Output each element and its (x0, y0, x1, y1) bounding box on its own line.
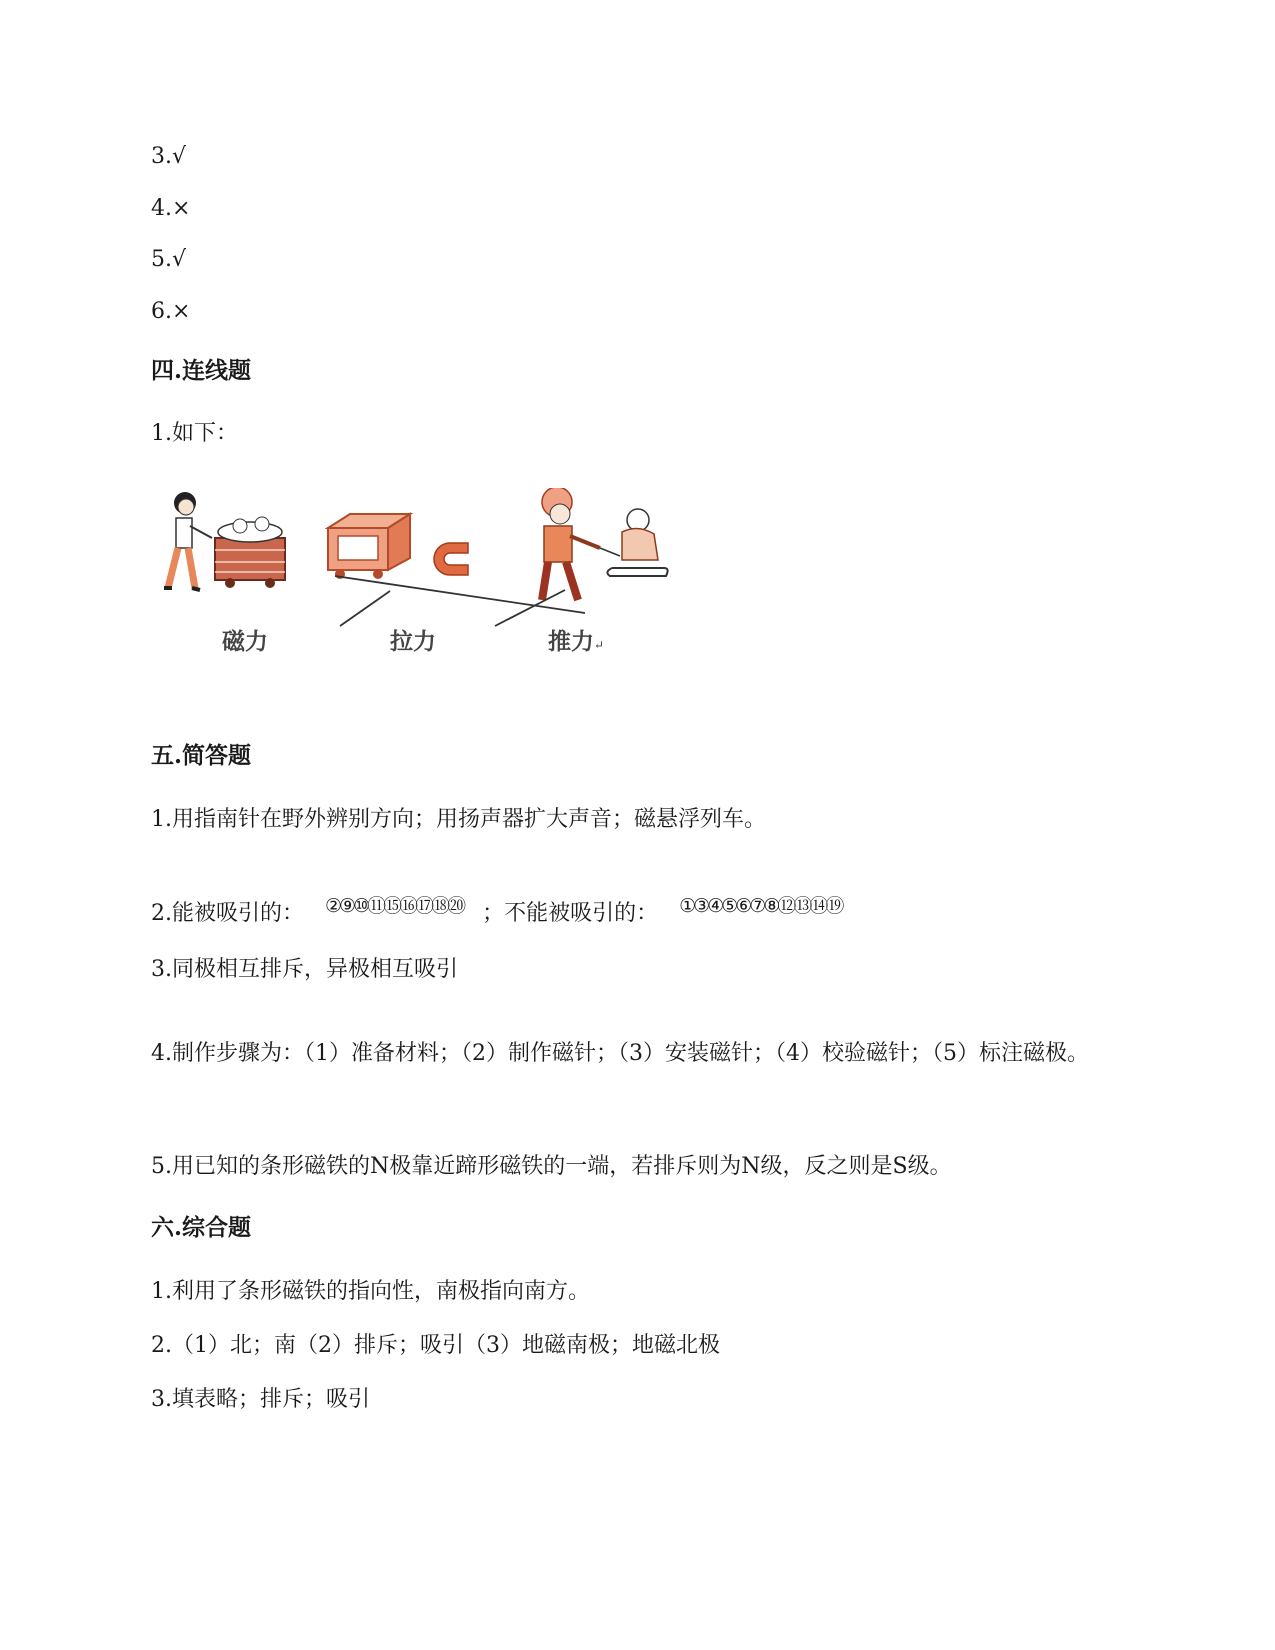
answer-5: 5.√ (151, 247, 187, 272)
section-5-q5: 5.用已知的条形磁铁的N极靠近蹄形磁铁的一端，若排斥则为N级，反之则是S级。 (151, 1154, 952, 1179)
section-6-heading: 六.综合题 (151, 1214, 252, 1241)
section-4-heading: 四.连线题 (151, 357, 252, 384)
section-5-q4: 4.制作步骤为：（1）准备材料；（2）制作磁针；（3）安装磁针；（4）校验磁针；（5）标注磁极。 (151, 1041, 1089, 1066)
section-5-q1: 1.用指南针在野外辨别方向；用扬声器扩大声音；磁悬浮列车。 (151, 807, 766, 832)
boy-pushing-cart-icon (164, 492, 285, 590)
child-pulling-sled-icon (542, 488, 668, 600)
answer-3: 3.√ (151, 144, 187, 169)
section-4-q1: 1.如下： (151, 421, 238, 446)
label-pushing-force: 推力 (548, 628, 594, 655)
q2-not-attract-list: ①③④⑤⑥⑦⑧⑫⑬⑭⑲ (679, 895, 842, 917)
q2-mid: ；不能被吸引的： (482, 901, 659, 926)
section-5-q2 (151, 895, 842, 928)
q2-attract-list: ②⑨⑩⑪⑮⑯⑰⑱⑳ (325, 895, 464, 917)
answer-6: 6.× (151, 299, 191, 324)
label-pulling-force: 拉力 (390, 628, 436, 655)
section-5-q3: 3.同极相互排斥，异极相互吸引 (151, 957, 458, 982)
horseshoe-magnet-icon (434, 543, 468, 575)
matching-figure (150, 488, 710, 688)
section-5-heading: 五.简答题 (151, 742, 252, 769)
section-6-q1: 1.利用了条形磁铁的指向性，南极指向南方。 (151, 1279, 590, 1304)
section-6-q2: 2.（1）北；南（2）排斥；吸引（3）地磁南极；地磁北极 (151, 1333, 720, 1358)
section-6-q3: 3.填表略；排斥；吸引 (151, 1387, 370, 1412)
label-magnetic-force: 磁力 (222, 628, 268, 655)
iron-cart-icon (328, 514, 410, 579)
q2-prefix: 2.能被吸引的： (151, 901, 304, 926)
answer-4: 4.× (151, 196, 191, 221)
paragraph-mark: ↵ (594, 638, 605, 652)
